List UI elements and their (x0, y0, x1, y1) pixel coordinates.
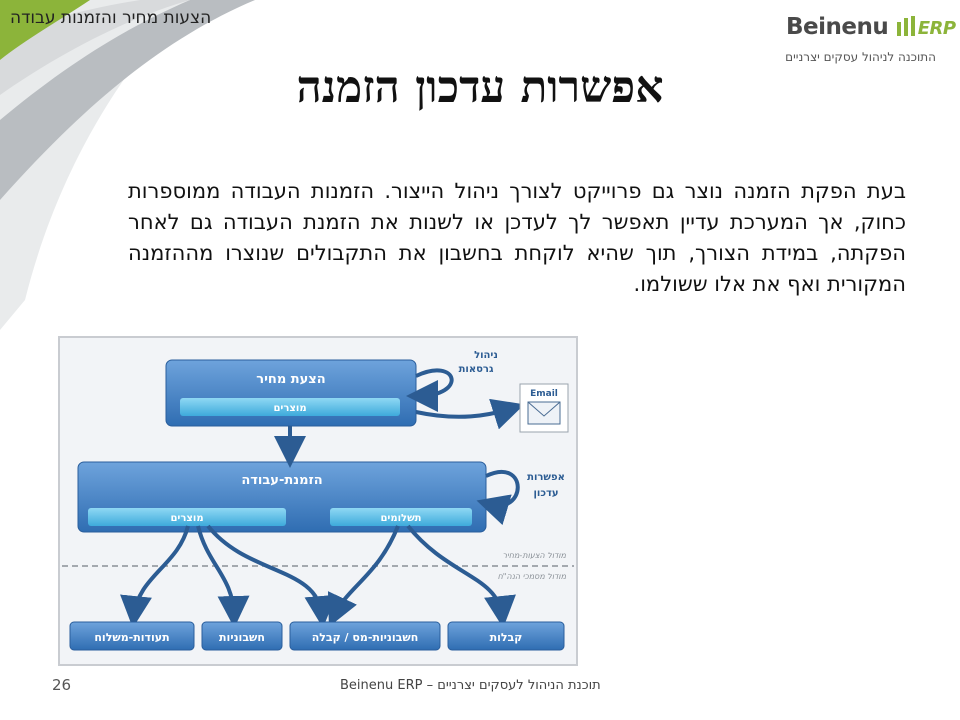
page-number: 26 (52, 676, 72, 694)
section-label: הצעות מחיר והזמנות עבודה (10, 8, 212, 28)
delivery-notes-label: תעודות-משלוח (94, 631, 170, 644)
slide-title: אפשרות עדכון הזמנה (296, 62, 664, 113)
module-label-upper: מודול הצעות-מחיר (502, 551, 566, 560)
versions-label-2: גרסאות (458, 364, 494, 375)
order-products-label: מוצרים (170, 513, 204, 524)
module-label-lower: מודול מסמכי הנה"ח (497, 572, 566, 581)
slide-body-text: בעת הפקת הזמנה נוצר גם פרוייקט לצורך ניהול הייצור. הזמנות העבודה ממוספרות כחוק, אך המערכת עדיין תאפשר לך לעדכן או לשנות את הזמנת העבודה גם לאחר הפקתה, במידת הצורך, תוך שהיא לוקחת בחשבון את התקבולים שנוצרו מההזמנה המקורית ואף את אלו ששולמו. (128, 179, 906, 296)
envelope-icon (528, 402, 560, 424)
order-box-title: הזמנת-עבודה (241, 473, 323, 488)
update-label-2: עדכון (533, 488, 559, 499)
quote-products-label: מוצרים (273, 403, 307, 414)
quote-box-title: הצעת מחיר (256, 372, 326, 387)
update-label-1: אפשרות (527, 472, 565, 483)
logo-tagline: התוכנה לניהול עסקים יצרניים (785, 50, 936, 64)
flow-diagram (58, 336, 578, 666)
quote-box (166, 360, 416, 426)
logo-wordmark: Beinenu ERP (786, 14, 956, 40)
footer-text: תוכנת הניהול לעסקים יצרניים – Beinenu ERP (340, 678, 601, 693)
slide-footer (0, 676, 960, 700)
receipts-label: קבלות (489, 631, 523, 644)
email-label: Email (530, 389, 558, 399)
order-payments-label: תשלומים (380, 513, 422, 524)
versions-label-1: ניהול (474, 350, 498, 361)
logo-bars-icon (896, 16, 918, 36)
tax-invoice-receipt-label: חשבוניות-מס / קבלה (311, 631, 419, 644)
invoices-label: חשבוניות (219, 631, 265, 644)
